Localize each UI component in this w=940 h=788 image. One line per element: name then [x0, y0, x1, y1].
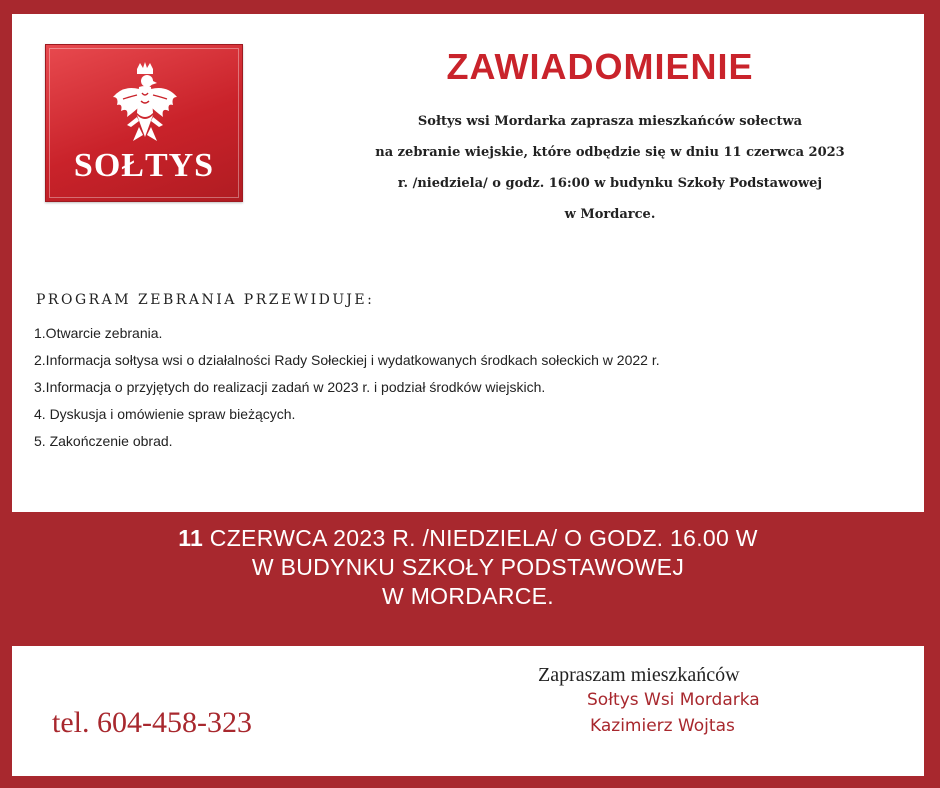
banner-date-text: CZERWCA 2023 R. /NIEDZIELA/ O GODZ. 16.00 W — [203, 525, 758, 551]
page-title: ZAWIADOMIENIE — [446, 46, 754, 87]
agenda-list — [34, 320, 894, 455]
intro-line: na zebranie wiejskie, które odbędzie się w dniu 11 czerwca 2023 — [375, 145, 845, 160]
agenda-item: 5. Zakończenie obrad. — [34, 433, 173, 449]
agenda-item: 4. Dyskusja i omówienie spraw bieżących. — [34, 406, 296, 422]
soltys-logo — [45, 44, 243, 202]
agenda-item: 3.Informacja o przyjętych do realizacji zadań w 2023 r. i podział środków wiejskich. — [34, 379, 546, 395]
white-eagle-crest-icon — [109, 61, 181, 157]
banner-line-3: W MORDARCE. — [382, 583, 554, 609]
program-heading: PROGRAM ZEBRANIA PRZEWIDUJE: — [36, 292, 375, 308]
banner-day-number: 11 — [178, 525, 204, 551]
phone-number: tel. 604-458-323 — [52, 706, 252, 739]
intro-line: w Mordarce. — [564, 207, 656, 222]
intro-line: r. /niedziela/ o godz. 16:00 w budynku Szkoły Podstawowej — [397, 176, 823, 191]
logo-text: SOŁTYS — [73, 147, 215, 184]
signature-title: Sołtys Wsi Mordarka — [587, 690, 760, 710]
invite-text: Zapraszam mieszkańców — [538, 664, 740, 686]
signature-name: Kazimierz Wojtas — [590, 716, 735, 736]
banner-line-2: W BUDYNKU SZKOŁY PODSTAWOWEJ — [251, 554, 685, 580]
agenda-item: 1.Otwarcie zebrania. — [34, 325, 163, 341]
intro-line: Sołtys wsi Mordarka zaprasza mieszkańców sołectwa — [417, 114, 803, 129]
intro-text — [330, 106, 890, 230]
banner-line-1 — [12, 524, 924, 553]
event-banner — [12, 524, 924, 611]
agenda-item: 2.Informacja sołtysa wsi o działalności Rady Sołeckiej i wydatkowanych środkach sołeckich w 2022 r. — [34, 352, 660, 368]
